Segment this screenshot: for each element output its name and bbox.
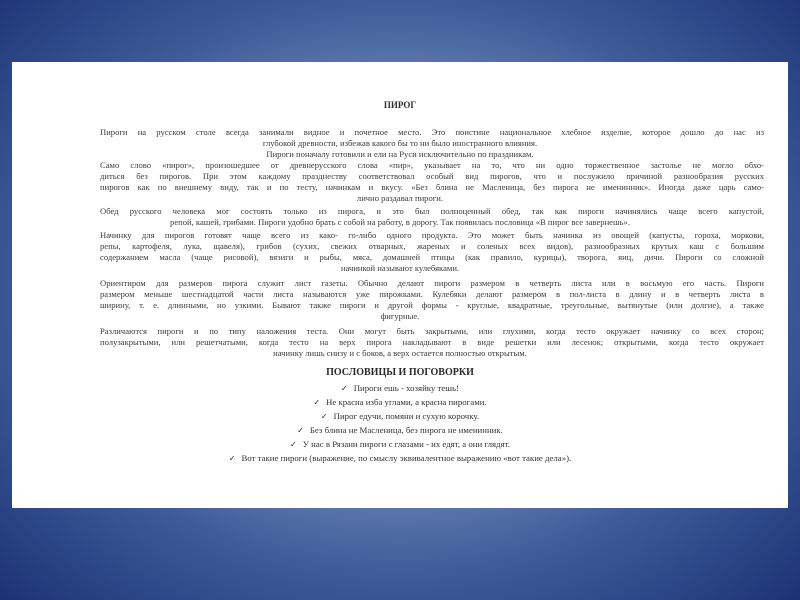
proverb-item: [12, 425, 788, 436]
text-line: Пироги на русском столе всегда занимали видное и почетное место. Это поистине национальное хлебное изделие, которое дошло до нас из: [100, 127, 764, 137]
text-line: глубокой древности, избежав какого бы то ни было иностранного влияния.: [262, 138, 538, 148]
checkmark-icon: ✓: [228, 454, 236, 463]
proverb-text: Не красна изба углами, а красна пирогами.: [326, 397, 487, 407]
text-line: Обед русского человека мог состоять только из пирога, и это был полноценный обед, так как пироги начинялись чаще всего капустой,: [100, 206, 764, 216]
text-line: начинкой называют кулебяками.: [340, 263, 460, 273]
checkmark-icon: ✓: [341, 384, 348, 393]
proverb-item: [12, 411, 788, 422]
proverb-text: Пирог едучи, помяни и сухую корочку.: [333, 411, 480, 421]
text-line: Пироги поначалу готовили и ели на Руси исключительно по праздникам.: [266, 149, 534, 159]
text-line: Само слово «пирог», произошедшее от древнерусского слова «пир», указывает на то, что ни одно торжественное застолье не могло обхо-: [100, 160, 764, 170]
text-line: Начинку для пирогов готовят чаще всего из како- го-либо одного продукта. Это может быть начинка из овощей (капусты, гороха, моркови,: [100, 230, 764, 240]
text-line: содержанием масла (чаще рисовой), вязиги и рыбы, мяса, домашней птицы (как правило, курицы), творога, яиц, дичи. Пироги со сложной: [100, 252, 764, 262]
proverb-item: [12, 453, 788, 464]
text-line: диться без пирогов. При этом каждому празднеству соответствовал особый вид пирогов, что и послужило причиной разнообразия русских: [100, 171, 764, 181]
text-line: Ориентиром для размеров пирога служит лист газеты. Обычно делают пироги размером в четверть листа или в восьмую его часть. Пироги: [100, 278, 764, 288]
text-line: полузакрытыми, или решетчатыми, когда тесто на верх пирога накладывают в виде решетки или лесенок; открытыми, когда тесто окружает: [100, 337, 764, 347]
document-text: [12, 62, 788, 508]
proverb-item: [12, 383, 788, 394]
page-title: ПИРОГ: [383, 100, 417, 110]
text-line: ширину, т. е. длинными, но узкими. Бывают также пироги и другой формы - круглые, квадратные, треугольные, вытянутые (или долгие), а также: [100, 300, 764, 310]
text-line: пирогов как по внешнему виду, так и по тесту, начинкам и вкусу. «Без блина не Масленица, без пирога не именинник». Иногда даже царь само-: [100, 182, 764, 192]
text-line: лично раздавал пироги.: [356, 193, 444, 203]
text-line: фигурные.: [380, 311, 420, 321]
proverbs-title: ПОСЛОВИЦЫ И ПОГОВОРКИ: [326, 367, 474, 378]
text-line: репы, картофеля, лука, щавеля), грибов (сухих, свежих отварных, жареных и соленых всех видов), разнообразных крутых каш с большим: [100, 241, 764, 251]
checkmark-icon: ✓: [290, 440, 297, 449]
text-line: размером меньше шестнадцатой части листа называются уже пирожками. Кулебяки делают размером в пол-листа в длину и в четверть листа в: [100, 289, 764, 299]
proverb-text: У нас в Рязани пироги с глазами - их едят, а они глядят.: [302, 439, 510, 449]
slide-page: [12, 62, 788, 508]
text-line: Различаются пироги и по типу наложения теста. Они могут быть закрытыми, или глухими, когда тесто окружает начинку со всех сторон;: [100, 326, 764, 336]
proverb-text: Без блина не Масленица, без пирога не именинник.: [309, 425, 503, 435]
proverb-text: Вот такие пироги (выражение, по смыслу эквивалентное выражению «вот такие дела»).: [241, 453, 572, 463]
text-line: репой, кашей, грибами. Пироги удобно брать с собой на работу, в дорогу. Так появилась пословица «В пирог все завернешь».: [170, 217, 630, 227]
checkmark-icon: ✓: [313, 398, 321, 407]
proverb-item: [12, 397, 788, 408]
proverb-text: Пироги ешь - хозяйку тешь!: [353, 383, 459, 393]
proverb-item: [12, 439, 788, 450]
checkmark-icon: ✓: [320, 412, 328, 421]
checkmark-icon: ✓: [297, 426, 304, 435]
text-line: начинку лишь снизу и с боков, а верх остается полностью открытым.: [273, 348, 527, 358]
